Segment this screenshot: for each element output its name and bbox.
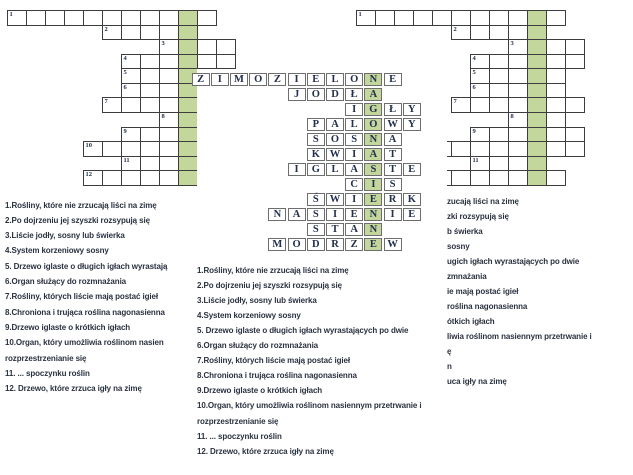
answer-letter-cell-highlight: A bbox=[364, 88, 382, 102]
empty-grid-cell bbox=[432, 10, 452, 26]
empty-grid-cell bbox=[508, 112, 528, 128]
answer-letter-cell-highlight: O bbox=[364, 118, 382, 132]
answer-letter-cell: Ł bbox=[345, 88, 363, 102]
answer-letter-cell: W bbox=[326, 193, 344, 207]
answer-letter-cell: I bbox=[384, 208, 402, 222]
empty-grid-cell bbox=[159, 112, 179, 128]
empty-grid-cell bbox=[470, 156, 490, 172]
grid-row-number: 10 bbox=[85, 142, 92, 150]
empty-grid-cell bbox=[121, 156, 141, 172]
empty-grid-highlight-cell bbox=[178, 170, 198, 186]
grid-row-number: 7 bbox=[104, 98, 108, 106]
empty-grid-cell bbox=[546, 170, 566, 186]
clue-line: 11. ... spoczynku roślin bbox=[197, 431, 282, 441]
answer-letter-cell: Y bbox=[403, 118, 421, 132]
empty-grid-cell bbox=[489, 97, 509, 113]
empty-grid-cell bbox=[197, 54, 217, 70]
empty-grid-cell bbox=[121, 68, 141, 84]
empty-grid-cell bbox=[102, 25, 122, 41]
answer-letter-cell: O bbox=[326, 133, 344, 147]
clue-line: ę bbox=[447, 347, 452, 356]
empty-grid-cell bbox=[159, 156, 179, 172]
clue-line: 3.Liście jodły, sosny lub świerka bbox=[197, 296, 317, 306]
empty-grid-cell bbox=[413, 10, 433, 26]
answer-letter-cell: J bbox=[288, 88, 306, 102]
empty-grid-cell bbox=[83, 10, 103, 26]
empty-grid-cell bbox=[140, 68, 160, 84]
answer-letter-cell-highlight: E bbox=[364, 238, 382, 252]
clue-line: zucają liści na zimę bbox=[447, 196, 519, 206]
answer-letter-cell: Y bbox=[403, 103, 421, 117]
answer-letter-cell: W bbox=[384, 118, 402, 132]
answer-letter-cell: I bbox=[345, 103, 363, 117]
empty-grid-cell bbox=[451, 141, 471, 157]
empty-grid-cell bbox=[565, 127, 585, 143]
empty-grid-cell bbox=[121, 170, 141, 186]
empty-grid-cell bbox=[140, 127, 160, 143]
answer-letter-cell: S bbox=[384, 178, 402, 192]
empty-grid-cell bbox=[197, 10, 217, 26]
clue-line: 7.Rośliny, których liście mają postać igieł bbox=[5, 292, 158, 302]
clue-line: 5. Drzewo iglaste o długich igłach wyrastają bbox=[5, 261, 168, 271]
empty-grid-highlight-cell bbox=[178, 39, 198, 55]
empty-grid-cell bbox=[489, 141, 509, 157]
empty-grid-cell bbox=[159, 39, 179, 55]
empty-grid-cell bbox=[159, 141, 179, 157]
answer-letter-cell: O bbox=[249, 73, 267, 87]
empty-grid-cell bbox=[489, 170, 509, 186]
clue-line: 6.Organ służący do rozmnażania bbox=[197, 341, 319, 351]
clue-line: roślina nagonasienna bbox=[447, 301, 528, 311]
clue-line: 7.Rośliny, których liście mają postać igieł bbox=[197, 356, 350, 366]
empty-grid-cell bbox=[140, 170, 160, 186]
empty-grid-cell bbox=[64, 10, 84, 26]
answer-letter-cell: O bbox=[307, 88, 325, 102]
empty-grid-cell bbox=[489, 156, 509, 172]
empty-grid-cell bbox=[470, 83, 490, 99]
grid-row-number: 4 bbox=[123, 54, 127, 62]
clue-line: ótkich igłach bbox=[447, 316, 495, 326]
clue-line: n bbox=[447, 362, 452, 372]
empty-grid-cell bbox=[546, 97, 566, 113]
empty-grid-cell bbox=[394, 10, 414, 26]
answer-letter-cell: I bbox=[288, 163, 306, 177]
empty-grid-highlight-cell bbox=[527, 10, 547, 26]
empty-grid-highlight-cell bbox=[178, 10, 198, 26]
empty-grid-cell bbox=[565, 54, 585, 70]
empty-grid-cell bbox=[159, 170, 179, 186]
clue-line: 9.Drzewo iglaste o krótkich igłach bbox=[197, 386, 323, 396]
empty-grid-highlight-cell bbox=[178, 127, 198, 143]
empty-grid-highlight-cell bbox=[178, 97, 198, 113]
answer-letter-cell: L bbox=[345, 118, 363, 132]
answer-letter-cell: I bbox=[211, 73, 229, 87]
answer-letter-cell: Z bbox=[268, 73, 286, 87]
empty-grid-cell bbox=[102, 97, 122, 113]
clue-line: 6.Organ służący do rozmnażania bbox=[5, 277, 127, 286]
empty-grid-highlight-cell bbox=[527, 156, 547, 172]
empty-grid-highlight-cell bbox=[527, 39, 547, 55]
empty-grid-cell bbox=[102, 10, 122, 26]
clue-line: 1.Rośliny, które nie zrzucają liści na zimę bbox=[197, 266, 349, 275]
empty-grid-cell bbox=[470, 54, 490, 70]
answer-letter-cell-highlight: S bbox=[364, 163, 382, 177]
empty-grid-cell bbox=[451, 10, 471, 26]
answer-letter-cell: E bbox=[403, 163, 421, 177]
answer-letter-cell-highlight: G bbox=[364, 103, 382, 117]
answer-letter-cell: P bbox=[307, 118, 325, 132]
answer-letter-cell-highlight: N bbox=[364, 133, 382, 147]
grid-row-number: 11 bbox=[472, 156, 479, 164]
answer-letter-cell: W bbox=[384, 238, 402, 252]
clue-line: 10.Organ, który umożliwia roślinom nasiennym przetrwanie i bbox=[197, 401, 422, 411]
empty-grid-cell bbox=[546, 54, 566, 70]
empty-grid-highlight-cell bbox=[527, 25, 547, 41]
answer-letter-cell: K bbox=[403, 193, 421, 207]
empty-grid-cell bbox=[140, 25, 160, 41]
grid-row-number: 3 bbox=[510, 40, 514, 48]
empty-grid-cell bbox=[45, 10, 65, 26]
grid-row-number: 9 bbox=[472, 127, 476, 135]
answer-letter-cell: N bbox=[268, 208, 286, 222]
answer-letter-cell: L bbox=[326, 163, 344, 177]
answer-letter-cell: E bbox=[307, 73, 325, 87]
clue-line: 12. Drzewo, które zrzuca igły na zimę bbox=[5, 384, 142, 394]
answer-letter-cell: K bbox=[307, 148, 325, 162]
answer-letter-cell: I bbox=[326, 208, 344, 222]
empty-grid-highlight-cell bbox=[178, 54, 198, 70]
answer-letter-cell: E bbox=[345, 208, 363, 222]
empty-grid-cell bbox=[451, 25, 471, 41]
empty-grid-highlight-cell bbox=[178, 112, 198, 128]
answer-letter-cell-highlight: I bbox=[364, 178, 382, 192]
empty-grid-cell bbox=[375, 10, 395, 26]
empty-grid-cell bbox=[489, 83, 509, 99]
answer-letter-cell: A bbox=[288, 208, 306, 222]
answer-letter-cell: M bbox=[268, 238, 286, 252]
empty-grid-cell bbox=[102, 170, 122, 186]
answer-letter-cell: W bbox=[326, 148, 344, 162]
empty-grid-cell bbox=[508, 127, 528, 143]
empty-grid-cell bbox=[121, 54, 141, 70]
empty-grid-cell bbox=[7, 10, 27, 26]
answer-letter-cell: T bbox=[384, 148, 402, 162]
grid-row-number: 5 bbox=[123, 69, 127, 77]
clue-line: 11. ... spoczynku roślin bbox=[5, 368, 90, 378]
clue-line: ugich igłach wyrastających po dwie bbox=[447, 256, 580, 266]
clue-line: uca igły na zimę bbox=[447, 377, 507, 387]
answer-letter-cell: L bbox=[326, 73, 344, 87]
clue-line: zmnażania bbox=[447, 271, 487, 281]
grid-row-number: 4 bbox=[472, 54, 476, 62]
empty-grid-cell bbox=[565, 39, 585, 55]
grid-row-number: 8 bbox=[161, 113, 165, 121]
clue-line: 8.Chroniona i trująca roślina nagonasienna bbox=[5, 307, 165, 317]
grid-row-number: 12 bbox=[85, 171, 92, 179]
answer-letter-cell-highlight: A bbox=[364, 148, 382, 162]
answer-letter-cell: D bbox=[307, 238, 325, 252]
empty-grid-highlight-cell bbox=[527, 141, 547, 157]
empty-grid-cell bbox=[546, 83, 566, 99]
answer-letter-cell: A bbox=[384, 133, 402, 147]
empty-grid-cell bbox=[489, 68, 509, 84]
clue-line: ie mają postać igieł bbox=[447, 286, 519, 296]
empty-grid-cell bbox=[565, 97, 585, 113]
empty-grid-cell bbox=[546, 127, 566, 143]
clue-line: 10.Organ, który umożliwia roślinom nasien bbox=[5, 338, 164, 348]
grid-row-number: 2 bbox=[453, 25, 457, 33]
empty-grid-cell bbox=[508, 10, 528, 26]
answer-letter-cell: E bbox=[384, 73, 402, 87]
empty-grid-cell bbox=[121, 10, 141, 26]
answer-letter-cell: G bbox=[307, 163, 325, 177]
clue-line: 4.System korzeniowy sosny bbox=[5, 246, 109, 256]
clue-line: 8.Chroniona i trująca roślina nagonasienna bbox=[197, 371, 357, 381]
empty-grid-cell bbox=[470, 68, 490, 84]
answer-letter-cell: Ł bbox=[384, 103, 402, 117]
empty-grid-cell bbox=[159, 97, 179, 113]
empty-grid-cell bbox=[159, 10, 179, 26]
empty-grid-cell bbox=[546, 68, 566, 84]
empty-grid-highlight-cell bbox=[527, 83, 547, 99]
empty-grid-cell bbox=[159, 83, 179, 99]
clue-line: b świerka bbox=[447, 226, 483, 236]
grid-row-number: 3 bbox=[161, 40, 165, 48]
clue-line: liwia roślinom nasiennym przetrwanie i bbox=[447, 331, 592, 341]
empty-grid-cell bbox=[508, 39, 528, 55]
empty-grid-highlight-cell bbox=[178, 156, 198, 172]
empty-grid-cell bbox=[121, 97, 141, 113]
empty-grid-cell bbox=[451, 170, 471, 186]
answer-letter-cell: E bbox=[403, 208, 421, 222]
answer-letter-cell: Z bbox=[345, 238, 363, 252]
empty-grid-cell bbox=[470, 10, 490, 26]
empty-grid-cell bbox=[140, 54, 160, 70]
clue-line: rozprzestrzenianie się bbox=[197, 416, 279, 426]
empty-grid-cell bbox=[140, 10, 160, 26]
empty-grid-cell bbox=[197, 39, 217, 55]
answer-letter-cell: C bbox=[345, 178, 363, 192]
empty-grid-highlight-cell bbox=[527, 68, 547, 84]
grid-row-number: 6 bbox=[123, 83, 127, 91]
empty-grid-highlight-cell bbox=[527, 97, 547, 113]
answer-letter-cell: T bbox=[384, 163, 402, 177]
clue-line: 3.Liście jodły, sosny lub świerka bbox=[5, 231, 125, 241]
answer-letter-cell-highlight: E bbox=[364, 193, 382, 207]
empty-grid-cell bbox=[470, 97, 490, 113]
answer-letter-cell: I bbox=[345, 193, 363, 207]
grid-row-number: 1 bbox=[358, 11, 362, 18]
empty-grid-cell bbox=[489, 54, 509, 70]
empty-grid-cell bbox=[356, 10, 376, 26]
empty-grid-cell bbox=[121, 83, 141, 99]
empty-grid-cell bbox=[508, 25, 528, 41]
answer-letter-cell: A bbox=[345, 223, 363, 237]
answer-letter-cell: M bbox=[230, 73, 248, 87]
answer-letter-cell: S bbox=[307, 133, 325, 147]
clue-line: 4.System korzeniowy sosny bbox=[197, 311, 301, 321]
empty-grid-cell bbox=[470, 127, 490, 143]
answer-letter-cell: S bbox=[345, 133, 363, 147]
empty-grid-cell bbox=[121, 141, 141, 157]
clue-line: sosny bbox=[447, 241, 470, 251]
clue-line: 2.Po dojrzeniu jej szyszki rozsypują się bbox=[5, 215, 150, 225]
empty-grid-cell bbox=[216, 39, 236, 55]
empty-grid-cell bbox=[508, 97, 528, 113]
empty-grid-cell bbox=[140, 97, 160, 113]
empty-grid-cell bbox=[489, 127, 509, 143]
clue-line: 5. Drzewo iglaste o długich igłach wyrastających po dwie bbox=[197, 326, 409, 336]
empty-grid-cell bbox=[140, 156, 160, 172]
answer-letter-cell-highlight: N bbox=[364, 223, 382, 237]
answer-letter-cell-highlight: N bbox=[364, 73, 382, 87]
answer-letter-cell: O bbox=[345, 73, 363, 87]
grid-row-number: 6 bbox=[472, 83, 476, 91]
empty-grid-cell bbox=[565, 141, 585, 157]
empty-grid-cell bbox=[508, 170, 528, 186]
answer-letter-cell: A bbox=[345, 163, 363, 177]
clue-line: 9.Drzewo iglaste o krótkich igłach bbox=[5, 322, 131, 332]
empty-grid-cell bbox=[26, 10, 46, 26]
empty-grid-cell bbox=[159, 68, 179, 84]
empty-grid-cell bbox=[508, 83, 528, 99]
grid-row-number: 1 bbox=[9, 11, 13, 18]
answer-letter-cell: S bbox=[307, 208, 325, 222]
empty-grid-cell bbox=[159, 127, 179, 143]
empty-grid-cell bbox=[102, 141, 122, 157]
empty-grid-cell bbox=[508, 68, 528, 84]
answer-letter-cell: A bbox=[326, 118, 344, 132]
grid-row-number: 5 bbox=[472, 69, 476, 77]
grid-row-number: 7 bbox=[453, 98, 457, 106]
empty-grid-cell bbox=[489, 25, 509, 41]
empty-grid-cell bbox=[546, 112, 566, 128]
empty-grid-highlight-cell bbox=[527, 127, 547, 143]
empty-grid-cell bbox=[508, 141, 528, 157]
empty-grid-highlight-cell bbox=[527, 54, 547, 70]
empty-grid-cell bbox=[470, 141, 490, 157]
grid-row-number: 8 bbox=[510, 113, 514, 121]
answer-letter-cell: D bbox=[326, 88, 344, 102]
empty-grid-cell bbox=[140, 83, 160, 99]
empty-grid-cell bbox=[546, 141, 566, 157]
empty-grid-cell bbox=[159, 54, 179, 70]
empty-grid-cell bbox=[451, 97, 471, 113]
clue-line: 2.Po dojrzeniu jej szyszki rozsypują się bbox=[197, 281, 342, 291]
empty-grid-cell bbox=[83, 170, 103, 186]
answer-letter-cell-highlight: N bbox=[364, 208, 382, 222]
empty-grid-cell bbox=[470, 25, 490, 41]
answer-letter-cell: Ś bbox=[307, 193, 325, 207]
answer-letter-cell: I bbox=[288, 73, 306, 87]
empty-grid-cell bbox=[140, 141, 160, 157]
empty-grid-highlight-cell bbox=[527, 170, 547, 186]
empty-grid-cell bbox=[546, 10, 566, 26]
clue-line: 12. Drzewo, które zrzuca igły na zimę bbox=[197, 446, 334, 456]
empty-grid-highlight-cell bbox=[178, 25, 198, 41]
grid-row-number: 11 bbox=[123, 156, 130, 164]
empty-grid-cell bbox=[159, 25, 179, 41]
clue-line: 1.Rośliny, które nie zrzucają liści na zimę bbox=[5, 200, 157, 210]
empty-grid-highlight-cell bbox=[178, 141, 198, 157]
grid-row-number: 2 bbox=[104, 25, 108, 33]
clue-line: rozprzestrzenianie się bbox=[5, 353, 87, 363]
clue-line: zki rozsypują się bbox=[447, 211, 509, 221]
empty-grid-highlight-cell bbox=[527, 112, 547, 128]
empty-grid-cell bbox=[121, 127, 141, 143]
answer-letter-cell: O bbox=[288, 238, 306, 252]
answer-letter-cell: R bbox=[384, 193, 402, 207]
answer-letter-cell: Z bbox=[192, 73, 210, 87]
answer-letter-cell: T bbox=[326, 223, 344, 237]
answer-letter-cell: I bbox=[345, 148, 363, 162]
empty-grid-cell bbox=[121, 25, 141, 41]
empty-grid-cell bbox=[489, 10, 509, 26]
empty-grid-cell bbox=[508, 156, 528, 172]
empty-grid-cell bbox=[470, 170, 490, 186]
empty-grid-cell bbox=[83, 141, 103, 157]
answer-letter-cell: R bbox=[326, 238, 344, 252]
empty-grid-cell bbox=[216, 54, 236, 70]
empty-grid-cell bbox=[546, 39, 566, 55]
grid-row-number: 9 bbox=[123, 127, 127, 135]
answer-letter-cell: S bbox=[307, 223, 325, 237]
empty-grid-cell bbox=[508, 54, 528, 70]
